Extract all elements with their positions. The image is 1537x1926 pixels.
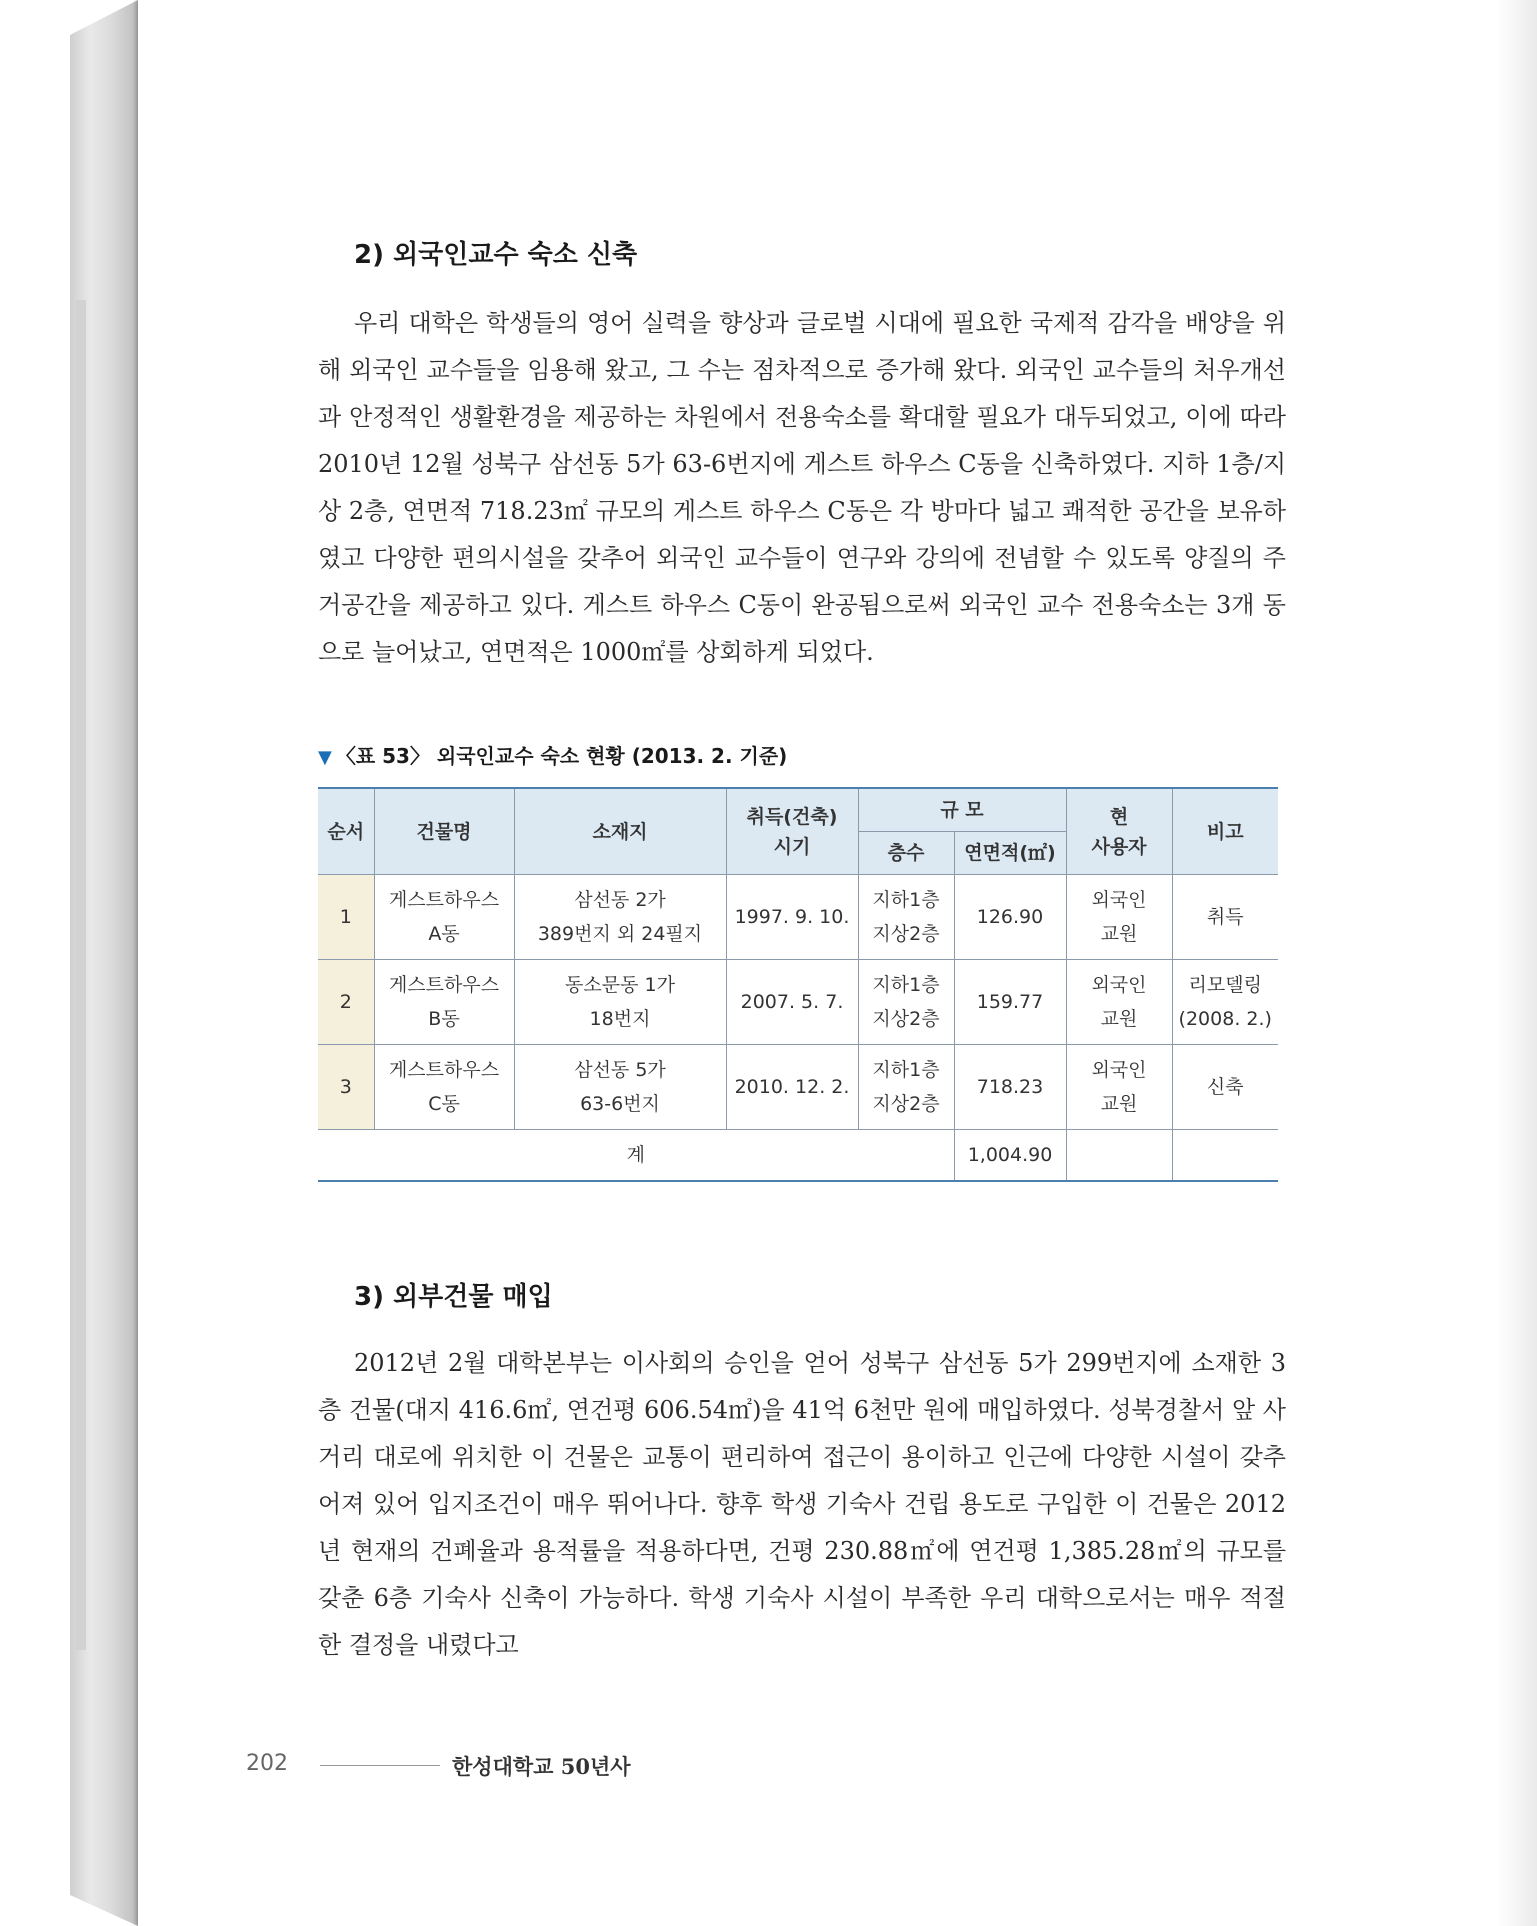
cell-floors-line2: 지상2층 [872, 923, 940, 945]
cell-user [1066, 960, 1172, 1045]
cell-building [374, 1045, 514, 1130]
cell-floors [858, 960, 954, 1045]
header-acquired-line1: 취득(건축) [746, 805, 838, 828]
table-total-row [318, 1130, 1278, 1182]
total-user-empty [1066, 1130, 1172, 1182]
dormitory-table [318, 787, 1278, 1182]
section-heading-dormitory: 2) 외국인교수 숙소 신축 [354, 240, 638, 270]
header-user [1066, 788, 1172, 875]
cell-acquired: 2010. 12. 2. [726, 1045, 858, 1130]
cell-floors-line2: 지상2층 [872, 1008, 940, 1030]
cell-building-line2: C동 [428, 1093, 460, 1115]
header-acquired [726, 788, 858, 875]
cell-location-line1: 삼선동 5가 [574, 1059, 666, 1081]
header-building: 건물명 [374, 788, 514, 875]
cell-area: 718.23 [954, 1045, 1066, 1130]
paragraph-building-purchase: 2012년 2월 대학본부는 이사회의 승인을 얻어 성북구 삼선동 5가 299번지에 소재한 3층 건물(대지 416.6㎡, 연건평 606.54㎡)을 41억 6천만 원에 매입하였다. 성북경찰서 앞 사거리 대로에 위치한 이 건물은 교통이 편리하여 접근이 용이하고 인근에 다양한 시설이 갖추어져 있어 입지조건이 매우 뛰어나다. 향후 학생 기숙사 건립 용도로 구입한 이 건물은 2012년 현재의 건폐율과 용적률을 적용하다면, 건평 230.88㎡에 연건평 1,385.28㎡의 규모를 갖춘 6층 기숙사 신축이 가능하다. 학생 기숙사 시설이 부족한 우리 대학으로서는 매우 적절한 결정을 내렸다고 [318, 1349, 1286, 1659]
table-caption-text: 〈표 53〉 외국인교수 숙소 현황 (2013. 2. 기준) [335, 744, 788, 768]
cell-user [1066, 1045, 1172, 1130]
section-heading-building-purchase: 3) 외부건물 매입 [354, 1282, 553, 1312]
table-caption [318, 740, 787, 769]
cell-location-line1: 삼선동 2가 [574, 889, 666, 911]
cell-user-line1: 외국인 [1091, 974, 1147, 996]
cell-floors-line2: 지상2층 [872, 1093, 940, 1115]
page-number: 202 [246, 1751, 288, 1776]
cell-order: 2 [318, 960, 374, 1045]
total-note-empty [1172, 1130, 1278, 1182]
cell-note [1172, 875, 1278, 960]
cell-user-line1: 외국인 [1091, 1059, 1147, 1081]
header-scale: 규 모 [858, 788, 1066, 832]
page-shade [1497, 0, 1537, 1926]
cell-building-line1: 게스트하우스 [388, 889, 500, 911]
header-area: 연면적(㎡) [954, 832, 1066, 875]
cell-building-line1: 게스트하우스 [388, 974, 500, 996]
total-area: 1,004.90 [954, 1130, 1066, 1182]
book-edge [70, 0, 138, 1926]
cell-location-line2: 63-6번지 [580, 1093, 660, 1115]
cell-acquired: 2007. 5. 7. [726, 960, 858, 1045]
header-location: 소재지 [514, 788, 726, 875]
cell-user [1066, 875, 1172, 960]
cell-location [514, 875, 726, 960]
cell-user-line2: 교원 [1100, 923, 1138, 945]
header-note: 비고 [1172, 788, 1278, 875]
cell-user-line2: 교원 [1100, 1008, 1138, 1030]
header-order: 순서 [318, 788, 374, 875]
cell-area: 126.90 [954, 875, 1066, 960]
cell-location [514, 960, 726, 1045]
cell-location [514, 1045, 726, 1130]
footer-rule [320, 1765, 440, 1766]
book-title: 한성대학교 50년사 [452, 1754, 631, 1779]
cell-note-line1: 취득 [1206, 906, 1244, 928]
cell-user-line2: 교원 [1100, 1093, 1138, 1115]
cell-floors [858, 1045, 954, 1130]
table-row [318, 960, 1278, 1045]
cell-building-line2: A동 [428, 923, 460, 945]
cell-order: 3 [318, 1045, 374, 1130]
cell-note [1172, 960, 1278, 1045]
cell-acquired: 1997. 9. 10. [726, 875, 858, 960]
cell-floors-line1: 지하1층 [872, 974, 940, 996]
cell-floors-line1: 지하1층 [872, 889, 940, 911]
table-row [318, 875, 1278, 960]
header-user-line2: 사용자 [1091, 835, 1147, 858]
table-row [318, 1045, 1278, 1130]
cell-note-line1: 신축 [1206, 1076, 1244, 1098]
cell-location-line1: 동소문동 1가 [565, 974, 675, 996]
cell-note [1172, 1045, 1278, 1130]
header-floors: 층수 [858, 832, 954, 875]
cell-user-line1: 외국인 [1091, 889, 1147, 911]
paragraph-dormitory: 우리 대학은 학생들의 영어 실력을 향상과 글로벌 시대에 필요한 국제적 감각을 배양을 위해 외국인 교수들을 임용해 왔고, 그 수는 점차적으로 증가해 왔다. 외국인 교수들의 처우개선과 안정적인 생활환경을 제공하는 차원에서 전용숙소를 확대할 필요가 대두되었고, 이에 따라 2010년 12월 성북구 삼선동 5가 63-6번지에 게스트 하우스 C동을 신축하였다. 지하 1층/지상 2층, 연면적 718.23㎡ 규모의 게스트 하우스 C동은 각 방마다 넓고 쾌적한 공간을 보유하였고 다양한 편의시설을 갖추어 외국인 교수들이 연구와 강의에 전념할 수 있도록 양질의 주거공간을 제공하고 있다. 게스트 하우스 C동이 완공됨으로써 외국인 교수 전용숙소는 3개 동으로 늘어났고, 연면적은 1000㎡를 상회하게 되었다. [318, 309, 1286, 666]
cell-building [374, 875, 514, 960]
cell-building [374, 960, 514, 1045]
total-label: 계 [318, 1130, 954, 1182]
cell-note-line2: (2008. 2.) [1178, 1008, 1272, 1030]
cell-location-line2: 389번지 외 24필지 [537, 923, 703, 945]
header-acquired-line2: 시기 [773, 835, 811, 858]
cell-order: 1 [318, 875, 374, 960]
cell-floors [858, 875, 954, 960]
cell-floors-line1: 지하1층 [872, 1059, 940, 1081]
cell-area: 159.77 [954, 960, 1066, 1045]
cell-note-line1: 리모델링 [1188, 974, 1262, 996]
triangle-marker-icon: ▼ [318, 747, 332, 768]
header-user-line1: 현 [1109, 805, 1129, 828]
cell-location-line2: 18번지 [589, 1008, 651, 1030]
cell-building-line1: 게스트하우스 [388, 1059, 500, 1081]
cell-building-line2: B동 [428, 1008, 460, 1030]
